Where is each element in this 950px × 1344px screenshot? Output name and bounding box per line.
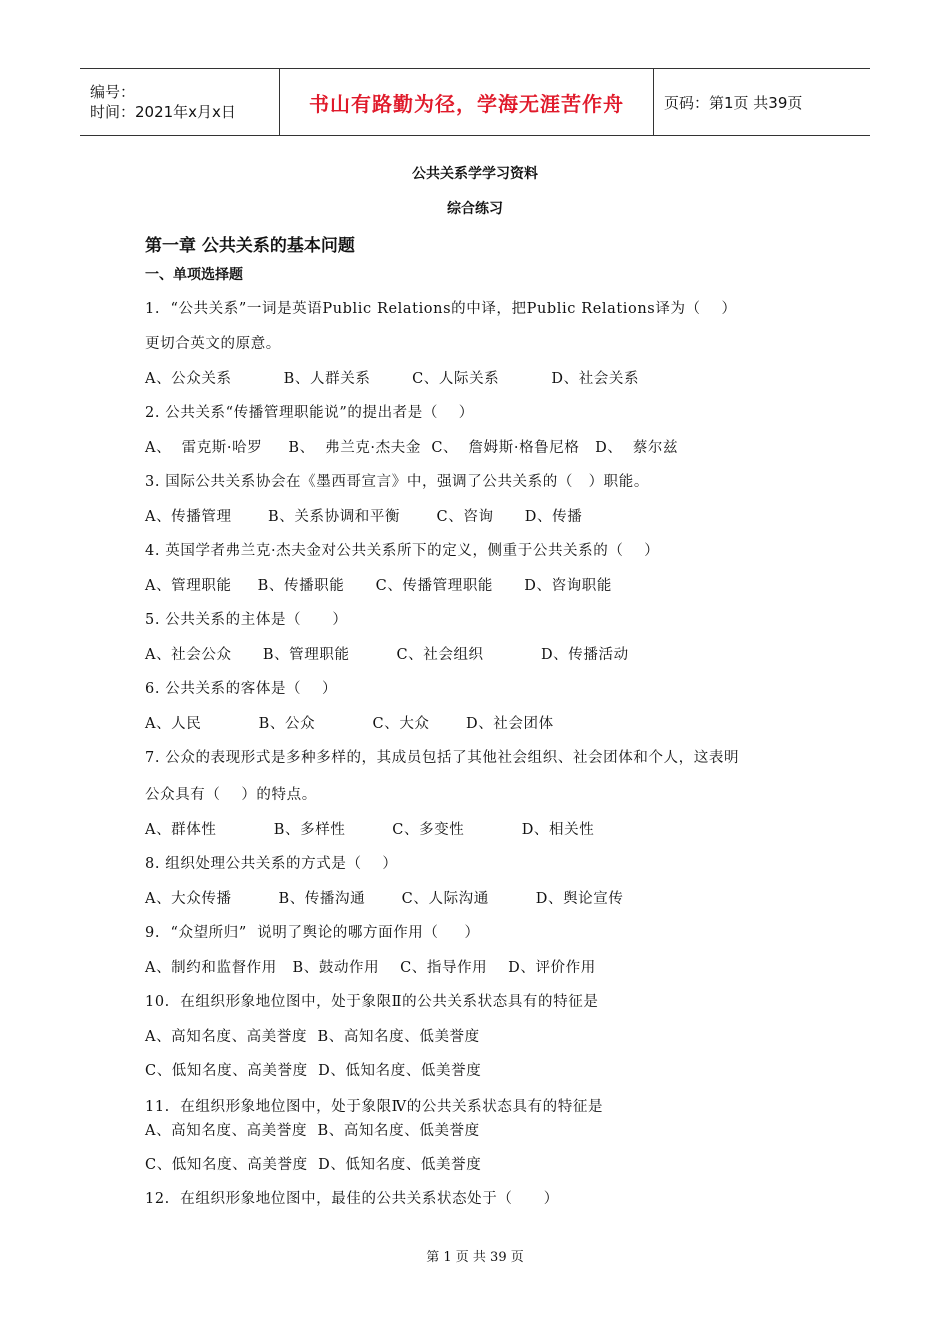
text-line: 9. “众望所归” 说明了舆论的哪方面作用（ ）: [145, 925, 480, 941]
text-line: 7. 公众的表现形式是多种多样的，其成员包括了其他社会组织、社会团体和个人，这表明: [145, 750, 740, 766]
header-number: 编号：: [90, 83, 136, 101]
text-line: 4. 英国学者弗兰克·杰夫金对公共关系所下的定义，侧重于公共关系的（ ）: [145, 543, 660, 559]
section-heading: 一、单项选择题: [145, 267, 243, 283]
doc-subtitle: 综合练习: [447, 201, 503, 217]
text-line: A、群体性 B、多样性 C、多变性 D、相关性: [145, 822, 595, 838]
text-line: A、传播管理 B、关系协调和平衡 C、咨询 D、传播: [145, 509, 583, 525]
chapter-heading: 第一章 公共关系的基本问题: [145, 236, 355, 256]
text-line: 公众具有（ ）的特点。: [145, 787, 317, 803]
text-line: A、高知名度、高美誉度 B、高知名度、低美誉度: [145, 1029, 480, 1045]
text-line: 10. 在组织形象地位图中，处于象限Ⅱ的公共关系状态具有的特征是: [145, 994, 599, 1010]
header-page-label: 页码：第1页 共39页: [664, 93, 803, 112]
page-header: [80, 68, 870, 136]
text-line: A、 雷克斯·哈罗 B、 弗兰克·杰夫金 C、 詹姆斯·格鲁尼格 D、 蔡尔兹: [145, 440, 679, 456]
text-line: 11. 在组织形象地位图中，处于象限Ⅳ的公共关系状态具有的特征是: [145, 1099, 604, 1115]
header-motto-cell: [280, 69, 654, 135]
header-page: [654, 69, 870, 135]
text-line: C、低知名度、高美誉度 D、低知名度、低美誉度: [145, 1157, 482, 1173]
text-line: 5. 公共关系的主体是（ ）: [145, 612, 348, 628]
text-line: 8. 组织处理公共关系的方式是（ ）: [145, 856, 398, 872]
text-line: 12. 在组织形象地位图中，最佳的公共关系状态处于（ ）: [145, 1191, 559, 1207]
header-motto: 书山有路勤为径，学海无涯苦作舟: [309, 91, 624, 116]
text-line: A、制约和监督作用 B、鼓动作用 C、指导作用 D、评价作用: [145, 960, 596, 976]
header-meta: [80, 69, 280, 135]
text-line: A、人民 B、公众 C、大众 D、社会团体: [145, 716, 554, 732]
page-footer: 第 1 页 共 39 页: [426, 1250, 524, 1265]
doc-title: 公共关系学学习资料: [412, 166, 538, 182]
text-line: 6. 公共关系的客体是（ ）: [145, 681, 338, 697]
text-line: 更切合英文的原意。: [145, 336, 281, 352]
text-line: 3. 国际公共关系协会在《墨西哥宣言》中，强调了公共关系的（ ）职能。: [145, 474, 649, 490]
text-line: 1. “公共关系”一词是英语Public Relations的中译，把Public Relations译为（ ）: [145, 301, 737, 317]
header-time: 时间：2021年x月x日: [90, 103, 236, 121]
text-line: A、公众关系 B、人群关系 C、人际关系 D、社会关系: [145, 371, 640, 387]
text-line: 2. 公共关系“传播管理职能说”的提出者是（ ）: [145, 405, 474, 421]
text-line: C、低知名度、高美誉度 D、低知名度、低美誉度: [145, 1063, 482, 1079]
text-line: A、社会公众 B、管理职能 C、社会组织 D、传播活动: [145, 647, 629, 663]
text-line: A、大众传播 B、传播沟通 C、人际沟通 D、舆论宣传: [145, 891, 624, 907]
text-line: A、管理职能 B、传播职能 C、传播管理职能 D、咨询职能: [145, 578, 612, 594]
text-line: A、高知名度、高美誉度 B、高知名度、低美誉度: [145, 1123, 480, 1139]
